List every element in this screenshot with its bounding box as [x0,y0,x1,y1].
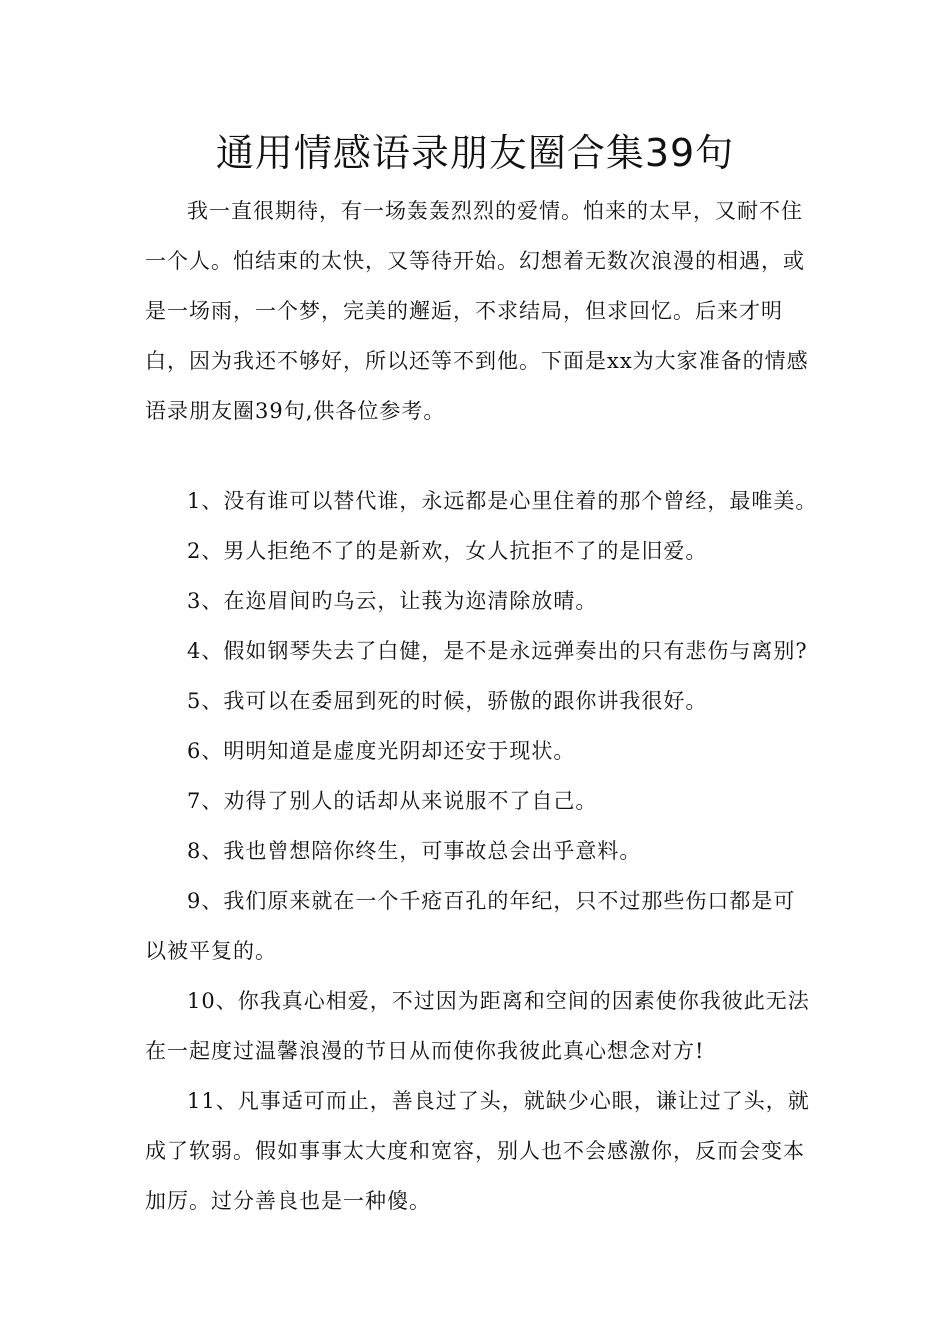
list-item-text: 2、男人拒绝不了的是新欢，女人抗拒不了的是旧爱。 [187,539,708,563]
list-item-3 [145,576,817,626]
list-item-2 [145,526,817,576]
list-item-text: 3、在迩眉间旳乌云，让莪为迩清除放晴。 [187,589,598,613]
list-item-6 [145,726,817,776]
list-item-5 [145,676,817,726]
list-item-text: 7、劝得了别人的话却从来说服不了自己。 [187,789,598,813]
list-item-text: 4、假如钢琴失去了白健，是不是永远弹奏出的只有悲伤与离别? [187,639,808,663]
list-item-text: 1、没有谁可以替代谁，永远都是心里住着的那个曾经，最唯美。 [187,489,818,513]
list-item-1 [145,476,817,526]
list-item-text: 8、我也曾想陪你终生，可事故总会出乎意料。 [187,839,642,863]
intro-paragraph: 我一直很期待，有一场轰轰烈烈的爱情。怕来的太早，又耐不住一个人。怕结束的太快，又等待开始。幻想着无数次浪漫的相遇，或是一场雨，一个梦，完美的邂逅，不求结局，但求回忆。后来才明白，因为我还不够好，所以还等不到他。下面是xx为大家准备的情感语录朋友圈39句,供各位参考。 [145,199,809,423]
list-item-9: 9、我们原来就在一个千疮百孔的年纪，只不过那些伤口都是可以被平复的。 [145,889,796,963]
list-item-11: 11、凡事适可而止，善良过了头，就缺少心眼，谦让过了头，就成了软弱。假如事事太大度和宽容，别人也不会感激你，反而会变本加厉。过分善良也是一种傻。 [145,1089,810,1213]
document-title: 通用情感语录朋友圈合集39句 [215,131,735,175]
list-item-10: 10、你我真心相爱，不过因为距离和空间的因素使你我彼此无法在一起度过温馨浪漫的节日从而使你我彼此真心想念对方! [145,989,810,1063]
list-item-7 [145,776,817,826]
list-item-4 [145,626,817,676]
list-item-text: 5、我可以在委屈到死的时候，骄傲的跟你讲我很好。 [187,689,708,713]
list-item-text: 6、明明知道是虚度光阴却还安于现状。 [187,739,576,763]
list-item-8 [145,826,817,876]
